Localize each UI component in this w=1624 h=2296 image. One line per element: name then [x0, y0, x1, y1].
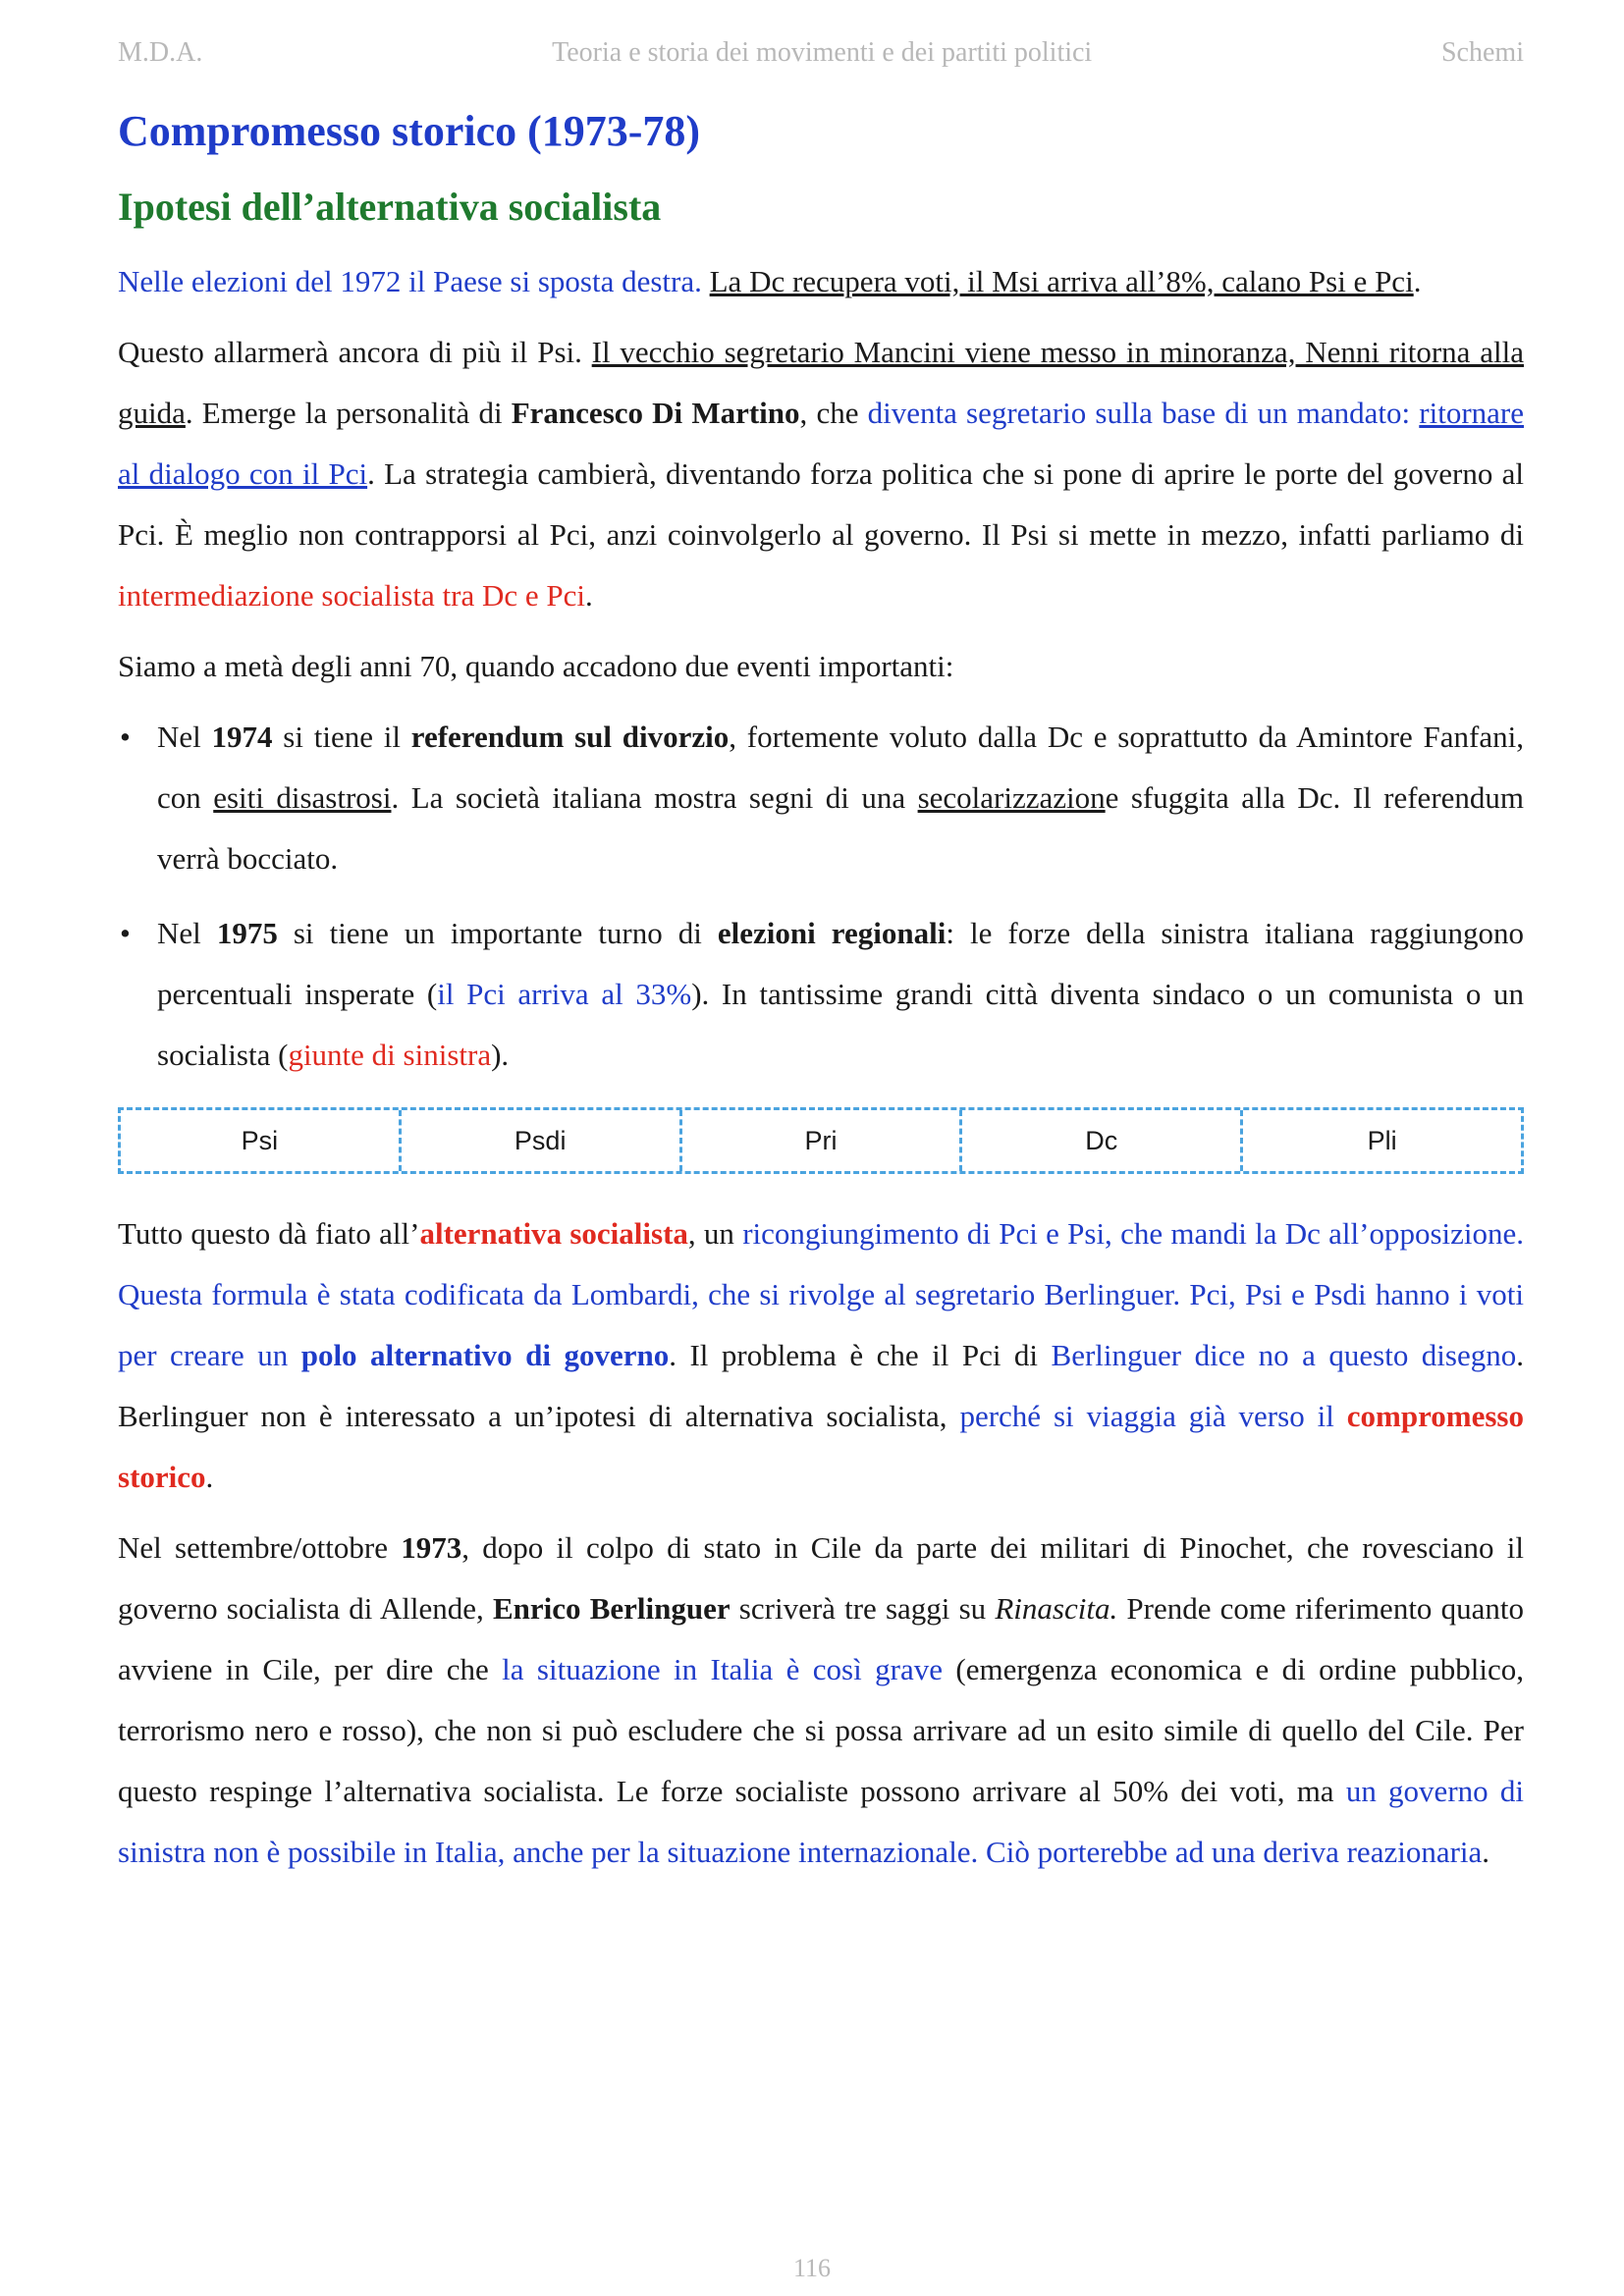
p5-text-a: Nel settembre/ottobre [118, 1530, 402, 1565]
b2-year: 1975 [216, 916, 278, 950]
b2-text-c: si tiene un importante turno di [277, 916, 718, 950]
b1-underlined-outcome: esiti disastrosi [213, 780, 392, 815]
p5-text-i: (emergenza economica e di ordine pubblico, terrorismo nero e rosso), che non si può escludere che si possa arrivare ad un esito simile di quello del Cile. Per questo respinge l’alternativa socialista. Le forze socialiste possono arrivare al 50% dei voti, ma [118, 1652, 1524, 1808]
p5-text-e: scriverà tre saggi su [730, 1591, 996, 1626]
paragraph-5 [118, 1518, 1524, 1883]
p5-end: . [1482, 1835, 1490, 1869]
b1-bold-referendum: referendum sul divorzio [410, 720, 730, 754]
p4-blue-bold-pole: polo alternativo di governo [300, 1338, 670, 1372]
b1-text-e: , fortemente voluto dalla Dc e soprattutto da Amintore Fanfani, con [157, 720, 1524, 815]
b2-text-e: : le forze della sinistra italiana raggiungono percentuali insperate ( [157, 916, 1525, 1011]
p1-space [702, 264, 710, 298]
b2-bold-elections: elezioni regionali [717, 916, 947, 950]
main-content [118, 106, 1524, 1893]
p4-blue-toward: perché si viaggia già verso il [959, 1399, 1347, 1433]
p4-blue-reunion: ricongiungimento di Pci e Psi, che mandi la Dc all’opposizione. Questa formula è stata codificata da Lombardi, che si rivolge al segretario Berlinguer. Pci, Psi e Psdi hanno i voti per creare un [118, 1216, 1525, 1372]
section-title: Compromesso storico (1973-78) [118, 107, 701, 155]
b2-text-i: ). [491, 1038, 510, 1072]
b1-text-c: si tiene il [272, 720, 411, 754]
header-course-title: Teoria e storia dei movimenti e dei partiti politici [552, 37, 1093, 68]
p4-red-alternative: alternativa socialista [419, 1216, 688, 1251]
p5-bold-berlinguer: Enrico Berlinguer [492, 1591, 731, 1626]
b2-red-giunte: giunte di sinistra [288, 1038, 492, 1072]
p5-year: 1973 [401, 1530, 462, 1565]
b1-text-i: e sfuggita alla Dc. Il referendum verrà bocciato. [157, 780, 1525, 876]
paragraph-3: Siamo a metà degli anni 70, quando accadono due eventi importanti: [118, 649, 954, 683]
p2-red-intermediation: intermediazione socialista tra Dc e Pci [118, 578, 586, 613]
header-doc-type: Schemi [1440, 37, 1524, 68]
p1-underlined: La Dc recupera voti, il Msi arriva all’8%, calano Psi e Pci [709, 264, 1414, 298]
events-list [118, 707, 1524, 1086]
p1-end: . [1413, 264, 1422, 298]
p4-text-h: . Berlinguer non è interessato a un’ipotesi di alternativa socialista, [118, 1338, 1524, 1433]
paragraph-2 [118, 322, 1524, 626]
p5-blue-government: un governo di sinistra non è possibile in Italia, anche per la situazione internazionale. Ciò porterebbe ad una deriva reazionaria [118, 1774, 1524, 1869]
running-header [118, 37, 1524, 69]
p4-text-c: , un [687, 1216, 743, 1251]
paragraph-4 [118, 1203, 1524, 1508]
paragraph-1 [118, 251, 1524, 312]
b1-text-a: Nel [157, 720, 212, 754]
b2-text-a: Nel [157, 916, 217, 950]
p4-red-compromise: compromesso storico [118, 1399, 1524, 1494]
party-cell: Pli [1367, 1125, 1397, 1155]
p2-blue-underlined: ritornare al dialogo con il Pci [118, 396, 1524, 491]
b1-text-g: . La società italiana mostra segni di una [391, 780, 918, 815]
b1-year: 1974 [211, 720, 273, 754]
p4-end: . [205, 1460, 214, 1494]
list-item-1975 [157, 903, 1524, 1086]
b2-blue-pci-33: il Pci arriva al 33% [437, 977, 692, 1011]
party-cell: Dc [962, 1110, 1243, 1171]
p4-text-a: Tutto questo dà fiato all’ [118, 1216, 420, 1251]
b2-text-g: ). In tantissime grandi città diventa sindaco o un comunista o un socialista ( [157, 977, 1524, 1072]
p2-text-c: . Emerge la personalità di [185, 396, 512, 430]
p5-italic-rinascita: Rinascita. [995, 1591, 1118, 1626]
p1-highlight: Nelle elezioni del 1972 il Paese si sposta destra. [118, 264, 702, 298]
header-author: M.D.A. [118, 37, 203, 68]
p5-text-c: , dopo il colpo di stato in Cile da parte dei militari di Pinochet, che rovesciano il governo socialista di Allende, [118, 1530, 1524, 1626]
p5-blue-situation: la situazione in Italia è così grave [502, 1652, 943, 1686]
list-item-1974 [157, 707, 1524, 889]
subsection-title: Ipotesi dell’alternativa socialista [118, 185, 662, 229]
party-table [118, 1107, 1524, 1174]
p2-end: . [585, 578, 593, 613]
p2-underlined: Il vecchio segretario Mancini viene messo in minoranza, Nenni ritorna alla guida [118, 335, 1524, 430]
page-number: 116 [792, 2254, 832, 2282]
p4-blue-berlinguer-no: Berlinguer dice no a questo disegno [1051, 1338, 1517, 1372]
party-cell: Pri [682, 1110, 963, 1171]
p2-text-h: . La strategia cambierà, diventando forza politica che si pone di aprire le porte del governo al Pci. È meglio non contrapporsi al Pci, anzi coinvolgerlo al governo. Il Psi si mette in mezzo, infatti parliamo di [118, 456, 1524, 552]
p2-text-e: , che [799, 396, 868, 430]
b1-underlined-secularization: secolarizzazion [917, 780, 1106, 815]
p4-text-f: . Il problema è che il Pci di [669, 1338, 1052, 1372]
p5-text-g: Prende come riferimento quanto avviene in Cile, per dire che [118, 1591, 1524, 1686]
party-cell: Psdi [402, 1110, 682, 1171]
party-cell: Psi [121, 1110, 402, 1171]
p2-blue-mandate: diventa segretario sulla base di un mandato: [867, 396, 1420, 430]
p2-bold-name: Francesco Di Martino [511, 396, 800, 430]
p2-text-a: Questo allarmerà ancora di più il Psi. [118, 335, 592, 369]
